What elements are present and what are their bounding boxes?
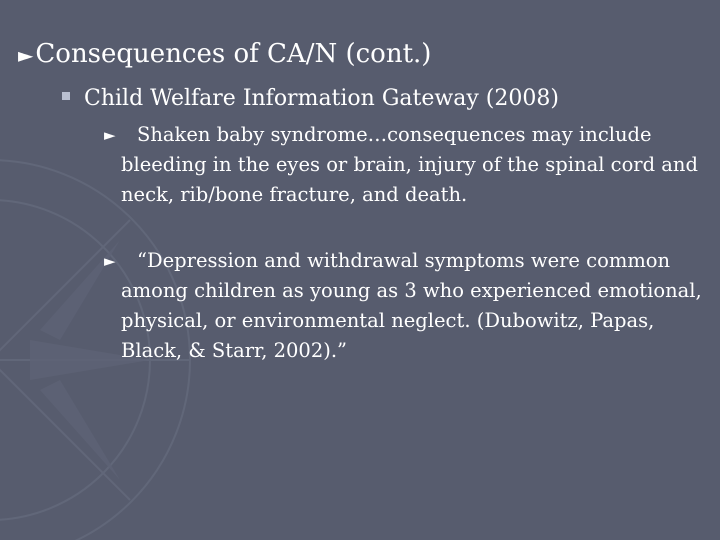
point-bullet-icon: ► — [104, 252, 116, 270]
title-text: Consequences of CA/N (cont.) — [35, 39, 432, 69]
bullet-point — [104, 246, 704, 366]
point-text: “Depression and withdrawal symptoms were common among children as young as 3 who experienced emotional, physical, or environmental neglect. (Dubowitz, Papas, Black, & Starr, 2002).” — [121, 249, 702, 362]
slide-title — [18, 36, 431, 73]
bullet-point — [104, 120, 704, 210]
subheading — [62, 84, 559, 114]
point-bullet-icon: ► — [104, 126, 116, 144]
square-bullet-icon — [62, 92, 70, 100]
point-text: Shaken baby syndrome…consequences may include bleeding in the eyes or brain, injury of the spinal cord and neck, rib/bone fracture, and death. — [121, 123, 698, 206]
title-bullet-icon: ► — [18, 43, 34, 67]
subheading-text: Child Welfare Information Gateway (2008) — [84, 86, 559, 111]
